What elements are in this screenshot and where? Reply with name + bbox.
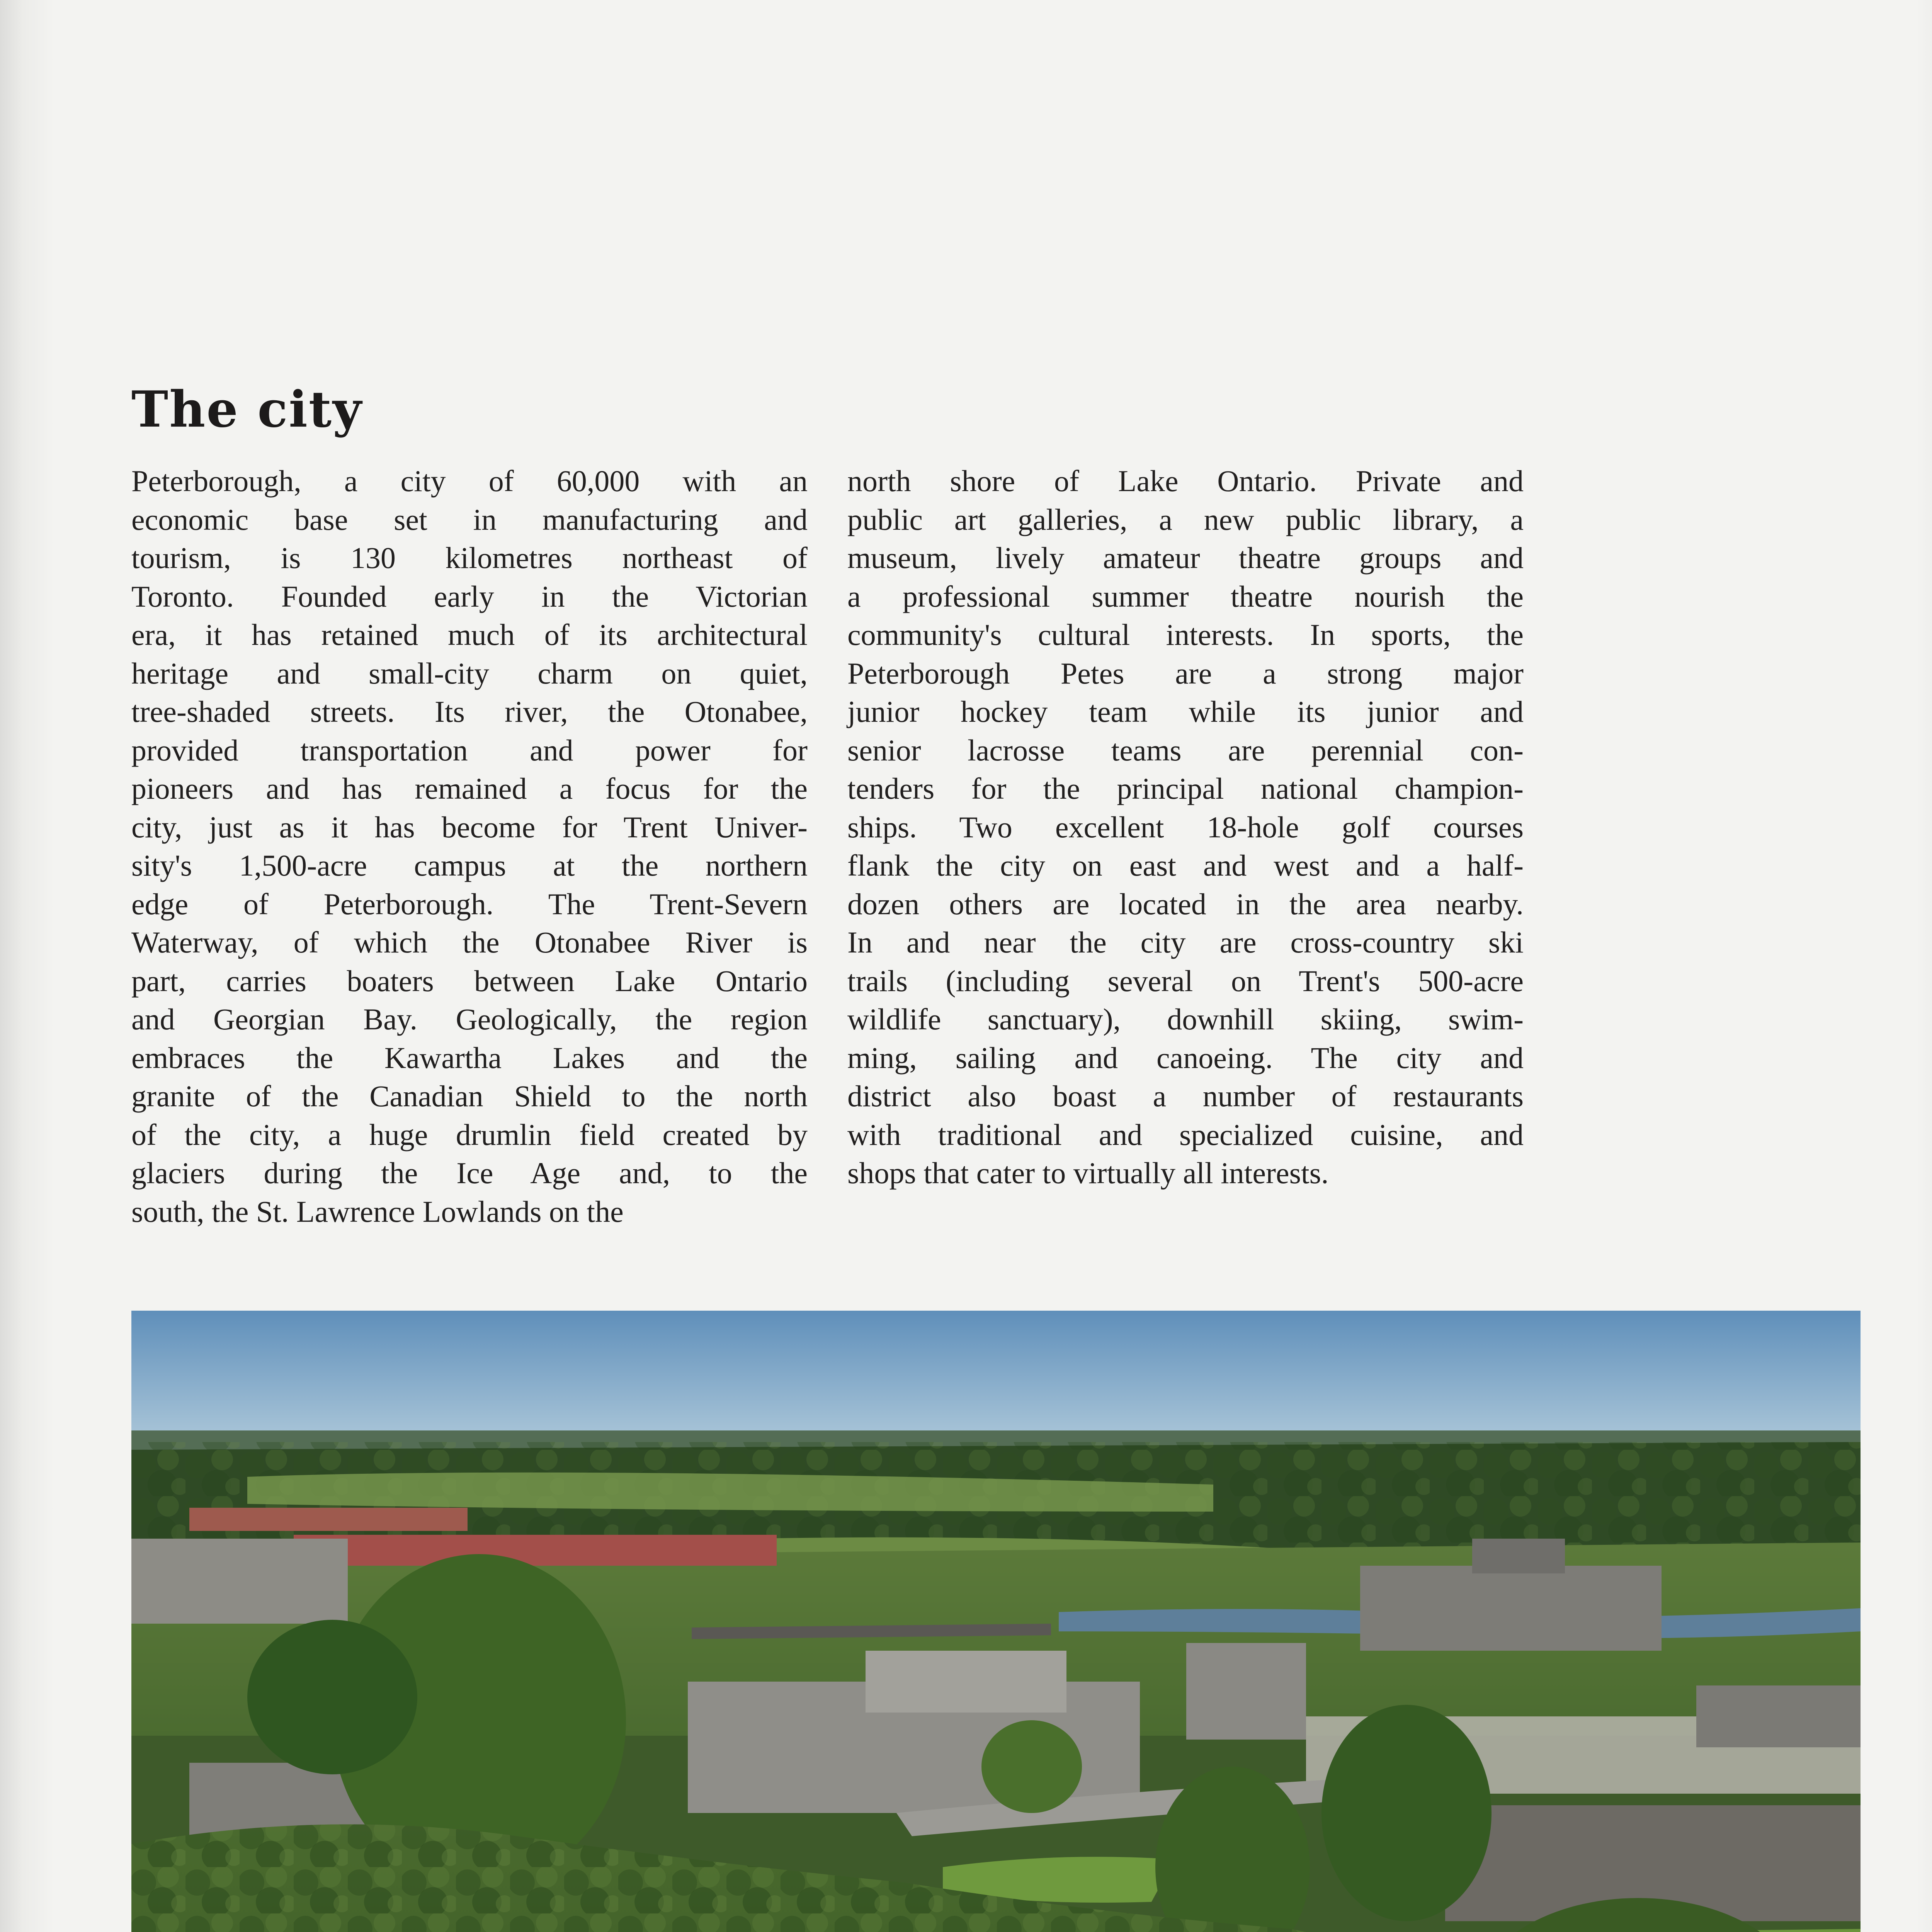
text-line: senior lacrosse teams are perennial con- xyxy=(847,733,1524,767)
tree xyxy=(981,1720,1082,1813)
text-line: In and near the city are cross-country ski xyxy=(847,925,1524,959)
text-line: embraces the Kawartha Lakes and the xyxy=(131,1041,808,1075)
campus-building xyxy=(1696,1685,1861,1747)
text-line: south, the St. Lawrence Lowlands on the xyxy=(131,1194,624,1228)
text-line: trails (including several on Trent's 500-acre xyxy=(847,964,1524,998)
text-line: Peterborough Petes are a strong major xyxy=(847,656,1524,690)
text-line: era, it has retained much of its architectural xyxy=(131,618,808,651)
text-column-left xyxy=(131,462,808,1231)
text-line: Waterway, of which the Otonabee River is xyxy=(131,925,808,959)
text-column-right xyxy=(847,462,1524,1192)
text-line: shops that cater to virtually all interests. xyxy=(847,1156,1329,1190)
text-line: ships. Two excellent 18-hole golf courses xyxy=(847,810,1524,844)
text-line: economic base set in manufacturing and xyxy=(131,502,808,536)
text-line: city, just as it has become for Trent Univer- xyxy=(131,810,808,844)
text-line: ming, sailing and canoeing. The city and xyxy=(847,1041,1524,1075)
text-line: edge of Peterborough. The Trent-Severn xyxy=(131,887,808,921)
text-line: of the city, a huge drumlin field created by xyxy=(131,1117,808,1151)
text-line: tourism, is 130 kilometres northeast of xyxy=(131,541,808,575)
building xyxy=(1472,1539,1565,1573)
building xyxy=(294,1535,777,1566)
text-line: north shore of Lake Ontario. Private and xyxy=(847,464,1524,498)
building xyxy=(189,1508,468,1531)
text-line: tenders for the principal national champion- xyxy=(847,772,1524,805)
tree xyxy=(247,1620,417,1774)
text-line: junior hockey team while its junior and xyxy=(847,695,1524,728)
text-line: tree-shaded streets. Its river, the Otonabee, xyxy=(131,695,808,728)
text-line: museum, lively amateur theatre groups and xyxy=(847,541,1524,575)
text-line: district also boast a number of restaurants xyxy=(847,1079,1524,1113)
text-line: heritage and small-city charm on quiet, xyxy=(131,656,808,690)
text-line: and Georgian Bay. Geologically, the region xyxy=(131,1002,808,1036)
campus-building xyxy=(1186,1643,1306,1740)
building xyxy=(131,1539,348,1624)
text-line: glaciers during the Ice Age and, to the xyxy=(131,1156,808,1190)
campus-building xyxy=(866,1651,1066,1713)
text-line: a professional summer theatre nourish the xyxy=(847,579,1524,613)
section-title: The city xyxy=(131,381,363,439)
text-line: dozen others are located in the area nearby. xyxy=(847,887,1524,921)
campus-aerial-photo xyxy=(131,1311,1861,1932)
text-line: provided transportation and power for xyxy=(131,733,808,767)
text-line: granite of the Canadian Shield to the north xyxy=(131,1079,808,1113)
building xyxy=(1360,1566,1662,1651)
sky xyxy=(131,1311,1861,1438)
text-line: community's cultural interests. In sports, the xyxy=(847,618,1524,651)
text-line: part, carries boaters between Lake Ontario xyxy=(131,964,808,998)
text-line: pioneers and has remained a focus for the xyxy=(131,772,808,805)
text-line: sity's 1,500-acre campus at the northern xyxy=(131,849,808,882)
text-line: wildlife sanctuary), downhill skiing, swim- xyxy=(847,1002,1524,1036)
tree xyxy=(1321,1705,1492,1921)
text-line: Peterborough, a city of 60,000 with an xyxy=(131,464,808,498)
text-line: Toronto. Founded early in the Victorian xyxy=(131,579,808,613)
campus-photo-illustration xyxy=(131,1311,1861,1932)
text-line: flank the city on east and west and a half- xyxy=(847,849,1524,882)
text-line: public art galleries, a new public library, a xyxy=(847,502,1524,536)
text-line: with traditional and specialized cuisine, and xyxy=(847,1117,1524,1151)
